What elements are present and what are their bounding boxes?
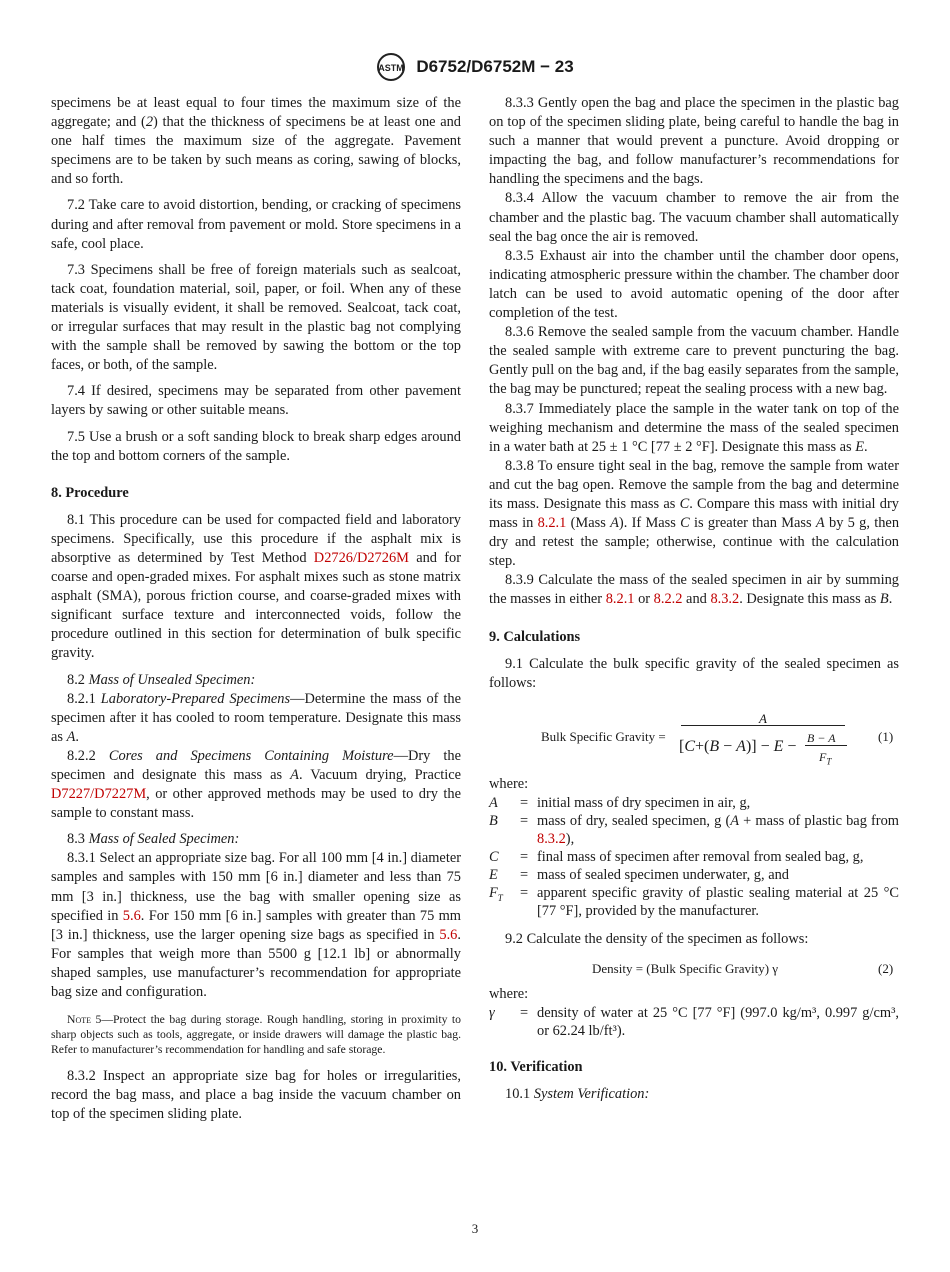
paragraph-7-5: 7.5 Use a brush or a soft sanding block to break sharp edges around the top and bottom corners of the sample. [51,428,461,464]
where-label-2: where: [489,986,529,1002]
link-5-6-b[interactable]: 5.6 [439,926,458,943]
paragraph-8-3-5: 8.3.5 Exhaust air into the chamber until the chamber door opens, indicating atmospheric pressure within the chamber. The chamber door latch can be used to avoid automatic opening of the door after completion of the test. [489,247,899,322]
paragraph-7-1-cont: specimens be at least equal to four times the maximum size of the aggregate; and (2) that the thickness of specimens be at least one and one half times the maximum size of the aggregate. Pavement specimens are to be taken by such means as coring, sawing of blocks, and so forth. [51,95,461,188]
page-header [0,52,950,82]
eq1-denominator: [C+(B − A)] − E − [679,737,797,755]
paragraph-8-2-1: 8.2.1 Laboratory-Prepared Specimens—Determine the mass of the specimen after it has cooled to room temperature. Designate this mass as A. [51,690,461,745]
paragraph-8-2-2: 8.2.2 Cores and Specimens Containing Moisture—Dry the specimen and designate this mass as A. Vacuum drying, Practice D7227/D7227M, or other approved methods may be used to dry the sample to constant mass. [51,747,461,822]
document-designation: D6752/D6752M − 23 [416,57,574,76]
paragraph-8-3-9: 8.3.9 Calculate the mass of the sealed specimen in air by summing the masses in either 8.2.1 or 8.2.2 and 8.3.2. Designate this mass as B. [489,572,899,608]
paragraph-7-2: 7.2 Take care to avoid distortion, bending, or cracking of specimens during and after removal from pavement or mold. Store specimens in a safe, cool place. [51,197,461,252]
paragraph-8-3-4: 8.3.4 Allow the vacuum chamber to remove the air from the chamber and the plastic bag. The vacuum chamber shall automatically seal the bag once the air is removed. [489,190,899,245]
eq1-inner-bar [805,745,847,746]
eq1-inner-denominator: $F_T$ [819,749,832,767]
def-row: γ = density of water at 25 °C [77 °F] (997.0 kg/m³, 0.997 g/cm³, or 62.24 lb/ft³). [489,1005,899,1040]
paragraph-8-3: 8.3 Mass of Sealed Specimen: [67,831,240,848]
paragraph-7-4: 7.4 If desired, specimens may be separated from other pavement layers by sawing or other suitable means. [51,383,461,419]
svg-text:ASTM: ASTM [378,63,405,73]
where-label-1: where: [489,775,529,792]
equation-1 [489,703,899,769]
eq1-number: (1) [878,728,894,744]
note-5: Note 5—Protect the bag during storage. Rough handling, storing in proximity to sharp objects such as tools, aggregate, or inside drawers will damage the plastic bag. Refer to manufacturer’s recommendation for handling and safe storage. [51,1013,461,1057]
astm-logo-icon [376,52,406,82]
paragraph-8-3-8: 8.3.8 To ensure tight seal in the bag, remove the sample from water and cut the bag open. Remove the sample from the bag and determine its mass. Designate this mass as C. Compare this mass with initial dry mass in 8.2.1 (Mass A). If Mass C is greater than Mass A by 5 g, then dry and retest the sample; otherwise, continue with the calculation step. [489,457,900,570]
eq1-inner-numerator: B − A [807,730,836,745]
paragraph-8-1: 8.1 This procedure can be used for compacted field and laboratory specimens. Specifically, use this procedure if the asphalt mix is absorptive as determined by Test Method D2726/D2726M and for coarse and open-graded mixes. For asphalt mixes such as stone matrix asphalt (SMA), porous friction course, and coarse-graded mixes with significant surface texture and interconnected voids, follow the procedure outlined in this section for determination of bulk specific gravity. [51,511,461,662]
paragraph-9-2: 9.2 Calculate the density of the specimen as follows: [505,930,809,947]
left-column [51,94,461,1124]
section-9-heading: 9. Calculations [489,628,581,645]
def-row: B = mass of dry, sealed specimen, g (A + mass of plastic bag from 8.3.2), [489,812,899,847]
eq2-number: (2) [878,961,894,976]
link-8-2-2[interactable]: 8.2.2 [653,591,683,608]
paragraph-8-3-7: 8.3.7 Immediately place the sample in the water tank on top of the weighing mechanism and determine the mass of the sealed specimen in a water bath at 25 ± 1 °C [77 ± 2 °F]. Designate this mass as E. [489,400,899,455]
link-8-2-1-b[interactable]: 8.2.1 [605,591,635,608]
right-column [489,94,899,1104]
link-5-6-a[interactable]: 5.6 [122,907,141,924]
page-number: 3 [471,1221,479,1236]
eq2-text: Density = (Bulk Specific Gravity) γ [592,961,779,976]
def-row: A = initial mass of dry specimen in air, g, [489,794,751,811]
link-8-3-2[interactable]: 8.3.2 [710,591,740,608]
paragraph-8-3-3: 8.3.3 Gently open the bag and place the specimen in the plastic bag on top of the specimen sliding plate, being careful to handle the bag in such a manner that would prevent a puncture. Avoid dropping or impacting the bag, and follow manufacturer’s recommendations for handling the specimens and the bags. [489,95,899,188]
eq1-label: Bulk Specific Gravity = [541,728,666,744]
link-8-3-2-b[interactable]: 8.3.2 [537,830,566,847]
link-8-2-1[interactable]: 8.2.1 [537,515,567,532]
link-d7227[interactable]: D7227/D7227M [51,786,147,803]
paragraph-8-2: 8.2 Mass of Unsealed Specimen: [67,671,256,688]
link-d2726[interactable]: D2726/D2726M [313,549,409,566]
def-row: C = final mass of specimen after removal from sealed bag, g, [489,848,864,865]
def-row: $F_T$ = apparent specific gravity of plastic sealing material at 25 °C [77 °F], provided by the manufacturer. [489,884,899,919]
variable-definitions [489,794,899,920]
section-10-heading: 10. Verification [489,1059,583,1076]
paragraph-7-3: 7.3 Specimens shall be free of foreign materials such as sealcoat, tack coat, foundation material, soil, paper, or foil. When any of these materials is visually evident, it shall be removed. Sealcoat, tack coat, or irregular surfaces that may result in the plastic bag not complying with the sample shall be removed by sawing the bottom or the top faces, or both, of the sample. [51,261,461,374]
paragraph-10-1: 10.1 System Verification: [505,1086,650,1103]
def-row: E = mass of sealed specimen underwater, g, and [489,866,789,883]
equation-2 [489,957,899,979]
paragraph-9-1: 9.1 Calculate the bulk specific gravity of the sealed specimen as follows: [489,655,899,691]
eq1-numerator: A [759,710,767,726]
gamma-definition [489,1004,899,1040]
paragraph-8-3-6: 8.3.6 Remove the sealed sample from the vacuum chamber. Handle the sealed sample with extreme care to prevent puncturing the bag. Gently pull on the bag and, if the bag easily separates from the sample, the bag may be punctured; repeat the sealing process with a new bag. [489,324,899,398]
paragraph-8-3-2: 8.3.2 Inspect an appropriate size bag for holes or irregularities, record the bag mass, and place a bag inside the vacuum chamber on top of the specimen sliding plate. [51,1068,461,1123]
eq1-fraction-bar [681,725,845,726]
paragraph-8-3-1: 8.3.1 Select an appropriate size bag. For all 100 mm [4 in.] diameter samples and samples with 150 mm [6 in.] diameter and less than 75 mm [3 in.] thickness, use the bag with smaller opening size as specified in 5.6. For 150 mm [6 in.] samples with greater than 75 mm [3 in.] thickness, use the larger opening size bags as specified in 5.6. For samples that weigh more than 5500 g [12.1 lb] or abnormally shaped samples, use manufacturer’s recommendation for appropriate bag size and configuration. [51,850,461,1001]
section-8-heading: 8. Procedure [51,484,129,501]
